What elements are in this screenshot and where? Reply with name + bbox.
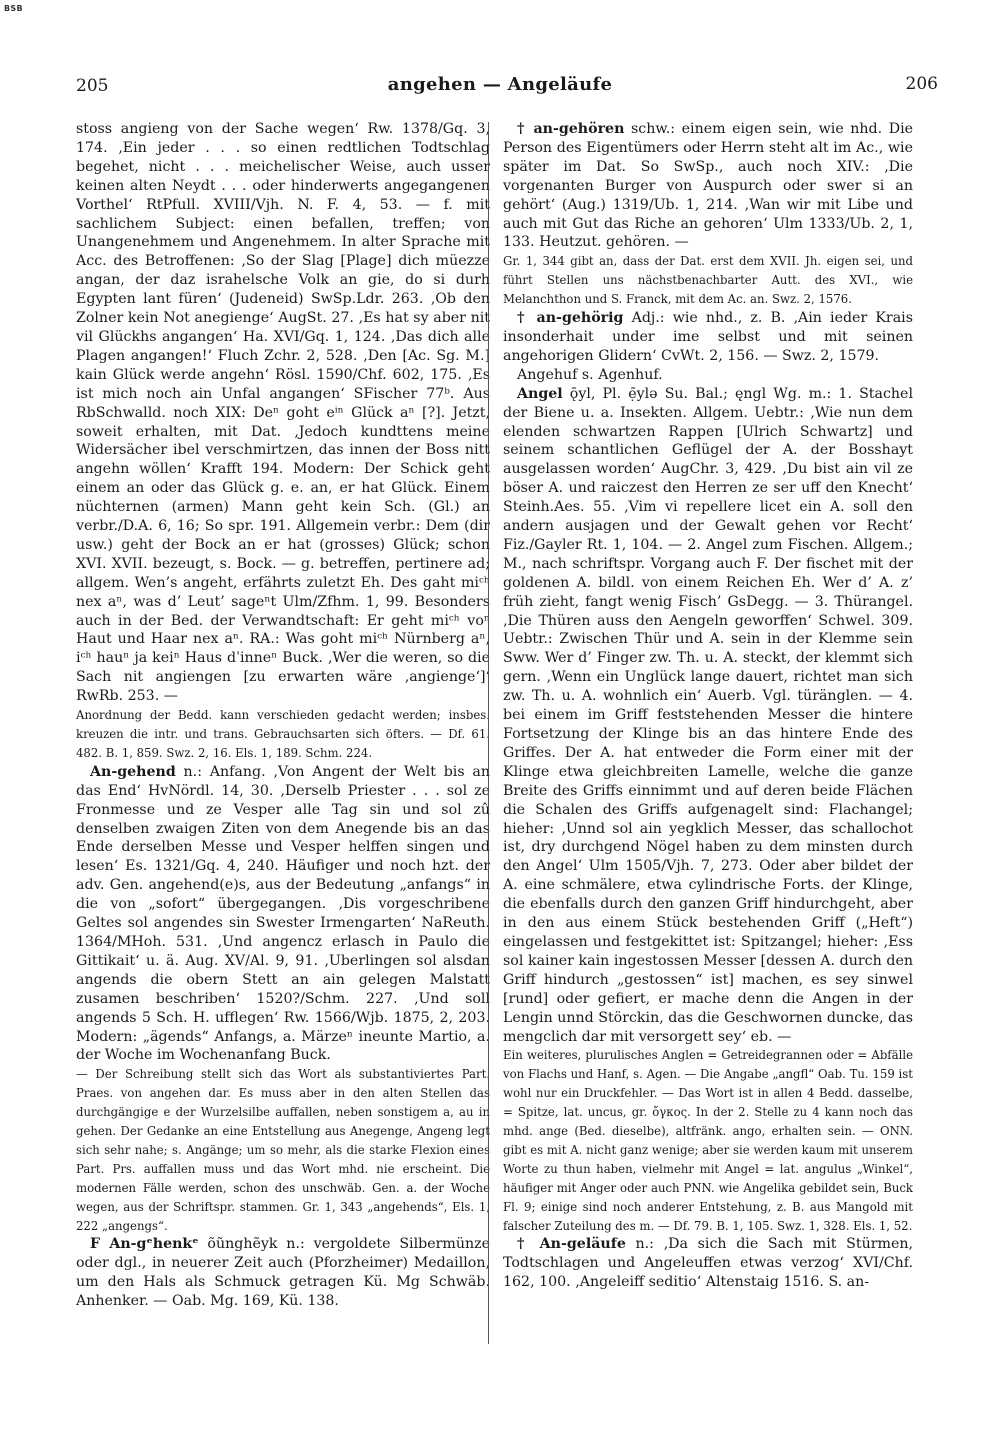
entry-lemma: An-gehend xyxy=(90,763,176,780)
dictionary-entry xyxy=(503,120,913,252)
entry-lemma: † an-gehören xyxy=(517,121,625,137)
etymology-note xyxy=(503,1046,913,1235)
page-number-right: 206 xyxy=(905,74,938,94)
entry-text: — Der Schreibung stellt sich das Wort als substantiviertes Part. Praes. von angehen dar. Es muss aber in den alten Stellen das durchgängige e der Wurzelsilbe auffallen, neben sonstigem a, au in gehen. Der Gedanke an eine Entstellung aus Anegenge, Angeng legt sich sehr nahe; s. Angänge; um so mehr, als die starke Flexion eines Part. Prs. auffallen muss und das Wort mhd. nie erscheint. Die modernen Fälle werden, schon des unschwäb. Gen. a. der Woche wegen, aus der Schriftspr. stammen. Gr. 1, 343 „angehends“, Els. 1, 222 „angengs“. xyxy=(76,1067,490,1233)
dictionary-entry xyxy=(76,1235,490,1311)
entry-text: n.: Anfang. ‚Von Angent der Welt bis an das End‘ HvNördl. 14, 30. ‚Derselb Priester . . . sol ze Fronmesse und ze Vesper alle Tag sin und sol zû denselben zwaigen Ziten von dem Anegende bis an das Ende derselben Messe und Vesper helffen singen und lesen‘ Es. 1321/Gq. 4, 240. Häufiger und noch hzt. der adv. Gen. angehend(e)s, aus der Bedeutung „anfangs“ in die von „sofort“ übergegangen. ‚Dis vorgeschribene Geltes sol angendes sin Swester Irmengarten‘ NaReuth. 1364/MHoh. 531. ‚Und angencz erlasch in Paulo die Gittikait‘ u. ä. Aug. XV/Al. 9, 91. ‚Uberlingen sol alsdan angends die obern Stett an ain gelegen Malstatt zusamen beschriben‘ 1520?/Schm. 227. ‚Und soll angends 5 Sch. H. ufflegen‘ Rw. 1566/Wjb. 1875, 2, 203. Modern: „ägends“ Anfangs, a. Märzeⁿ ineunte Martio, a. der Woche im Wochenanfang Buck. xyxy=(76,763,490,1064)
entry-text: Ein weiteres, plurulisches Anglen = Getreidegrannen oder = Abfälle von Flachs und Hanf, s. Agen. — Die Angabe „angfl“ Oab. Tu. 159 ist wohl nur ein Druckfehler. — Das Wort ist in allen 4 Bedd. dasselbe, = Spitze, lat. uncus, gr. ὄγκος. In der 2. Stelle zu 4 kann noch das mhd. ange (Bed. dieselbe), altfränk. ango, erhalten sein. — ONN. gibt es mit A. nicht ganz wenige; aber sie werden kaum mit unserem Worte zu thun haben, vielmehr mit Angel = lat. angulus „Winkel“, häufiger mit Anger oder auch PNN. wie Angelika gebildet sein, Buck Fl. 9; einige sind noch anderer Entstehung, z. B. aus Mangold mit falscher Zuteilung des m. — Df. 79. B. 1, 105. Swz. 1, 328. Els. 1, 52. xyxy=(503,1048,913,1233)
entry-text: Gr. 1, 344 gibt an, dass der Dat. erst dem XVII. Jh. eigen sei, und führt Stellen uns nächstbenachbarter Autt. des XVI., wie Melanchthon und S. Franck, mit dem Ac. an. Swz. 2, 1576. xyxy=(503,254,913,307)
dictionary-entry xyxy=(503,309,913,366)
etymology-note xyxy=(76,706,490,763)
entry-text: Angehuf s. Agenhuf. xyxy=(517,366,663,383)
entry-text: õũnghẽyk n.: vergoldete Silbermünze oder dgl., in neuerer Zeit auch (Pforzheimer) Medaillon, um den Hals als Schmuck getragen Kü. Mg Schwäb. Anhenker. — Oab. Mg. 169, Kü. 138. xyxy=(76,1236,490,1310)
entry-text: n.: ‚Da sich die Sach mit Stürmen, Todtschlagen und Angeleuffen etwas verzog‘ XVI/Chf. 162, 100. ‚Angeleiff seditio‘ Altenstaig 1516. S. an- xyxy=(503,1236,913,1291)
entry-lemma: Angel xyxy=(517,385,563,402)
etymology-note xyxy=(76,1065,490,1235)
entry-text: ǭyl, Pl. ẹ̄ylə Su. Bal.; ę̣ngl Wg. m.: 1. Stachel der Biene u. a. Insekten. Allgem. Uebtr.: ‚Wie nun dem elenden schwartzen Rappen [Ulrich Schwartz] und seinem schantlichen Geflügel der A. der Bosshayt ausgelassen worden‘ AugChr. 3, 429. ‚Du bist ain vil ze böser A. und raiczest den Herren ze ser uff den Knecht‘ Steinh.Aes. 55. ‚Vim vi repellere licet ein A. soll den andern ausjagen und der Gewalt gehen vor Recht‘ Fiz./Gayler Rt. 1, 104. — 2. Angel zum Fischen. Allgem.; M., nach schriftspr. Vorgang auch F. Der fischet mit der goldenen A. bildl. von einem Reichen Eh. Wer d’ A. z’ früh zieht, fangt wenig Fisch’ GsDegg. — 3. Thürangel. ‚Die Thüren auss den Aengeln geworffen‘ Schwel. 309. Uebtr.: Zwischen Thür und A. sein in der Klemme sein Sww. Wer d’ Finger zw. Th. u. A. steckt, der klemmt sich gern. ‚Wenn ein Unglück lange dauert, richtet man sich zw. Th. u. A. wohnlich ein‘ Auerb. Vgl. türänglen. — 4. bei einem im Griff feststehenden Messer die hintere Fortsetzung der Klinge bis an das hintere Ende des Griffes. Der A. hat entweder die Form einer mit der Klinge etwa gleichbreiten Lamelle, welche die ganze Breite des Griffs einnimmt und auf deren beide Flächen die Schalen des Griffs aufgenagelt sind: Flachangel; hieher: ‚Unnd sol ain yegklich Messer, das schallochot ist, dry durchgend Nögel haben zu dem minsten durch den Angel‘ Ulm 1505/Vjh. 7, 273. Oder aber bildet der A. eine schmälere, etwa cylindrische Forts. der Klinge, die ebenfalls durch den ganzen Griff hindurchgeht, aber in den aus einem Stück bestehenden Griff („Heft“) eingelassen und festgekittet ist: Spitzangel; hieher: ‚Ess sol kainer kain ingestossen Messer [dessen A. durch den Griff hindurch „gestossen“ ist] machen, es sey sinwel [rund] oder gefiert, er mache denn die Angen in der Lengin unnd Störckin, das die Geschwornen duncke, das mengclich dar mit versorgett sey‘ eb. — xyxy=(503,385,913,1045)
column-divider xyxy=(488,122,489,1344)
entry-text: schw.: einem eigen sein, wie nhd. Die Person des Eigentümers oder Herrn steht alt im Ac., wie später im Dat. So SwSp., auch noch XIV.: ‚Die vorgenanten Burger von Auspurch oder swer si an gehört‘ (Aug.) 1319/Ub. 1, 214. ‚Wan wir mit Libe und auch mit Gut das Riche an gehoren‘ Ulm 1333/Ub. 2, 1, 133. Heutzut. gehören. — xyxy=(503,121,913,251)
running-head: angehen — Angeläufe xyxy=(387,74,613,95)
dictionary-entry xyxy=(76,763,490,1066)
entry-lemma: F An-gᵉhenkᵉ xyxy=(90,1236,199,1253)
dictionary-entry xyxy=(503,385,913,1047)
page-number-left: 205 xyxy=(76,76,109,96)
library-mark: BSB xyxy=(4,4,23,13)
left-column xyxy=(76,120,490,1350)
right-column xyxy=(503,120,913,1350)
dictionary-entry xyxy=(503,366,913,385)
entry-lemma: † An-geläufe xyxy=(517,1236,626,1253)
etymology-note xyxy=(503,252,913,309)
dictionary-entry xyxy=(76,120,490,706)
entry-lemma: † an-gehörig xyxy=(517,310,624,327)
entry-text: stoss angieng von der Sache wegen‘ Rw. 1378/Gq. 3, 174. ‚Ein jeder . . . so einen redtlichen Todtschlag begehet, nicht . . . meichelischer Weise, auch usser keinen alten Neydt . . . oder hinderwerts angegangenen Vorthel‘ RtPfull. XVIII/Vjh. N. F. 4, 53. — f. mit sachlichem Subject: einen befallen, treffen; von Unangenehmem und Angenehmem. In alter Sprache mit Acc. des Betroffenen: ‚So der Slag [Plage] dich müezze angan, der daz israhelsche Volk an gie, do si durh Egypten lant füren‘ (Judeneid) SwSp.Ldr. 263. ‚Ob den Zolner kein Not anegienge‘ AugSt. 27. ‚Es hat sy aber nit vil Glückhs angangen‘ Ha. XVI/Gq. 1, 124. ‚Das dich alle Plagen angangen!‘ Fluch Zchr. 2, 528. ‚Den [Ac. Sg. M.] kain Glück werde angehn‘ Rösl. 1590/Chf. 602, 175. ‚Es ist mich noch ain Unfal angangen‘ SFischer 77ᵇ. Aus RbSchwalld. noch XIX: Deⁿ goht eⁱⁿ Glück aⁿ [?]. Jetzt, soweit erhalten, mit Dat. ‚Jedoch kundttens meine Widersächer ibel verschmirtzen, das innen der Boss nitt angehn wöllen‘ Krafft 194. Modern: Der Schick geht einem an oder das Glück g. e. an, er hat Glück. Einem nüchternen (armen) Mann geht kein Sch. (Gl.) an verbr./D.A. 6, 16; So spr. 191. Allgemein verbr.: Dem (dir usw.) geht der Bock an er hat (grosses) Glück; schon XVI. XVII. bezeugt, s. Bock. — g. betreffen, pertinere ad; allgem. Wen’s angeht, erfährts zuletzt Eh. Des gaht miᶜʰ nex aⁿ, was d’ Leut’ sageⁿt Ulm/Zfhm. 1, 99. Besonders auch in der Bed. der Verwandtschaft: Er geht miᶜʰ voⁿ Haut und Haar nex aⁿ. RA.: Was goht miᶜʰ Nürnberg aⁿ, iᶜʰ hauⁿ ja keiⁿ Haus dˈinneⁿ Buck. ‚Wer die weren, so die Sach nit angiengen [zu erwarten wäre ‚angienge‘]‘ RwRb. 253. — xyxy=(76,121,490,705)
dictionary-entry xyxy=(503,1235,913,1292)
entry-text: Adj.: wie nhd., z. B. ‚Ain ieder Krais insonderhait under ime selbst und mit seinen angehorigen Glidern‘ CvWt. 2, 156. — Swz. 2, 1579. xyxy=(503,310,913,364)
entry-text: Anordnung der Bedd. kann verschieden gedacht werden; insbes. kreuzen die intr. und trans. Gebrauchsarten sich öfters. — Df. 61. 482. B. 1, 859. Swz. 2, 16. Els. 1, 189. Schm. 224. xyxy=(76,708,490,760)
